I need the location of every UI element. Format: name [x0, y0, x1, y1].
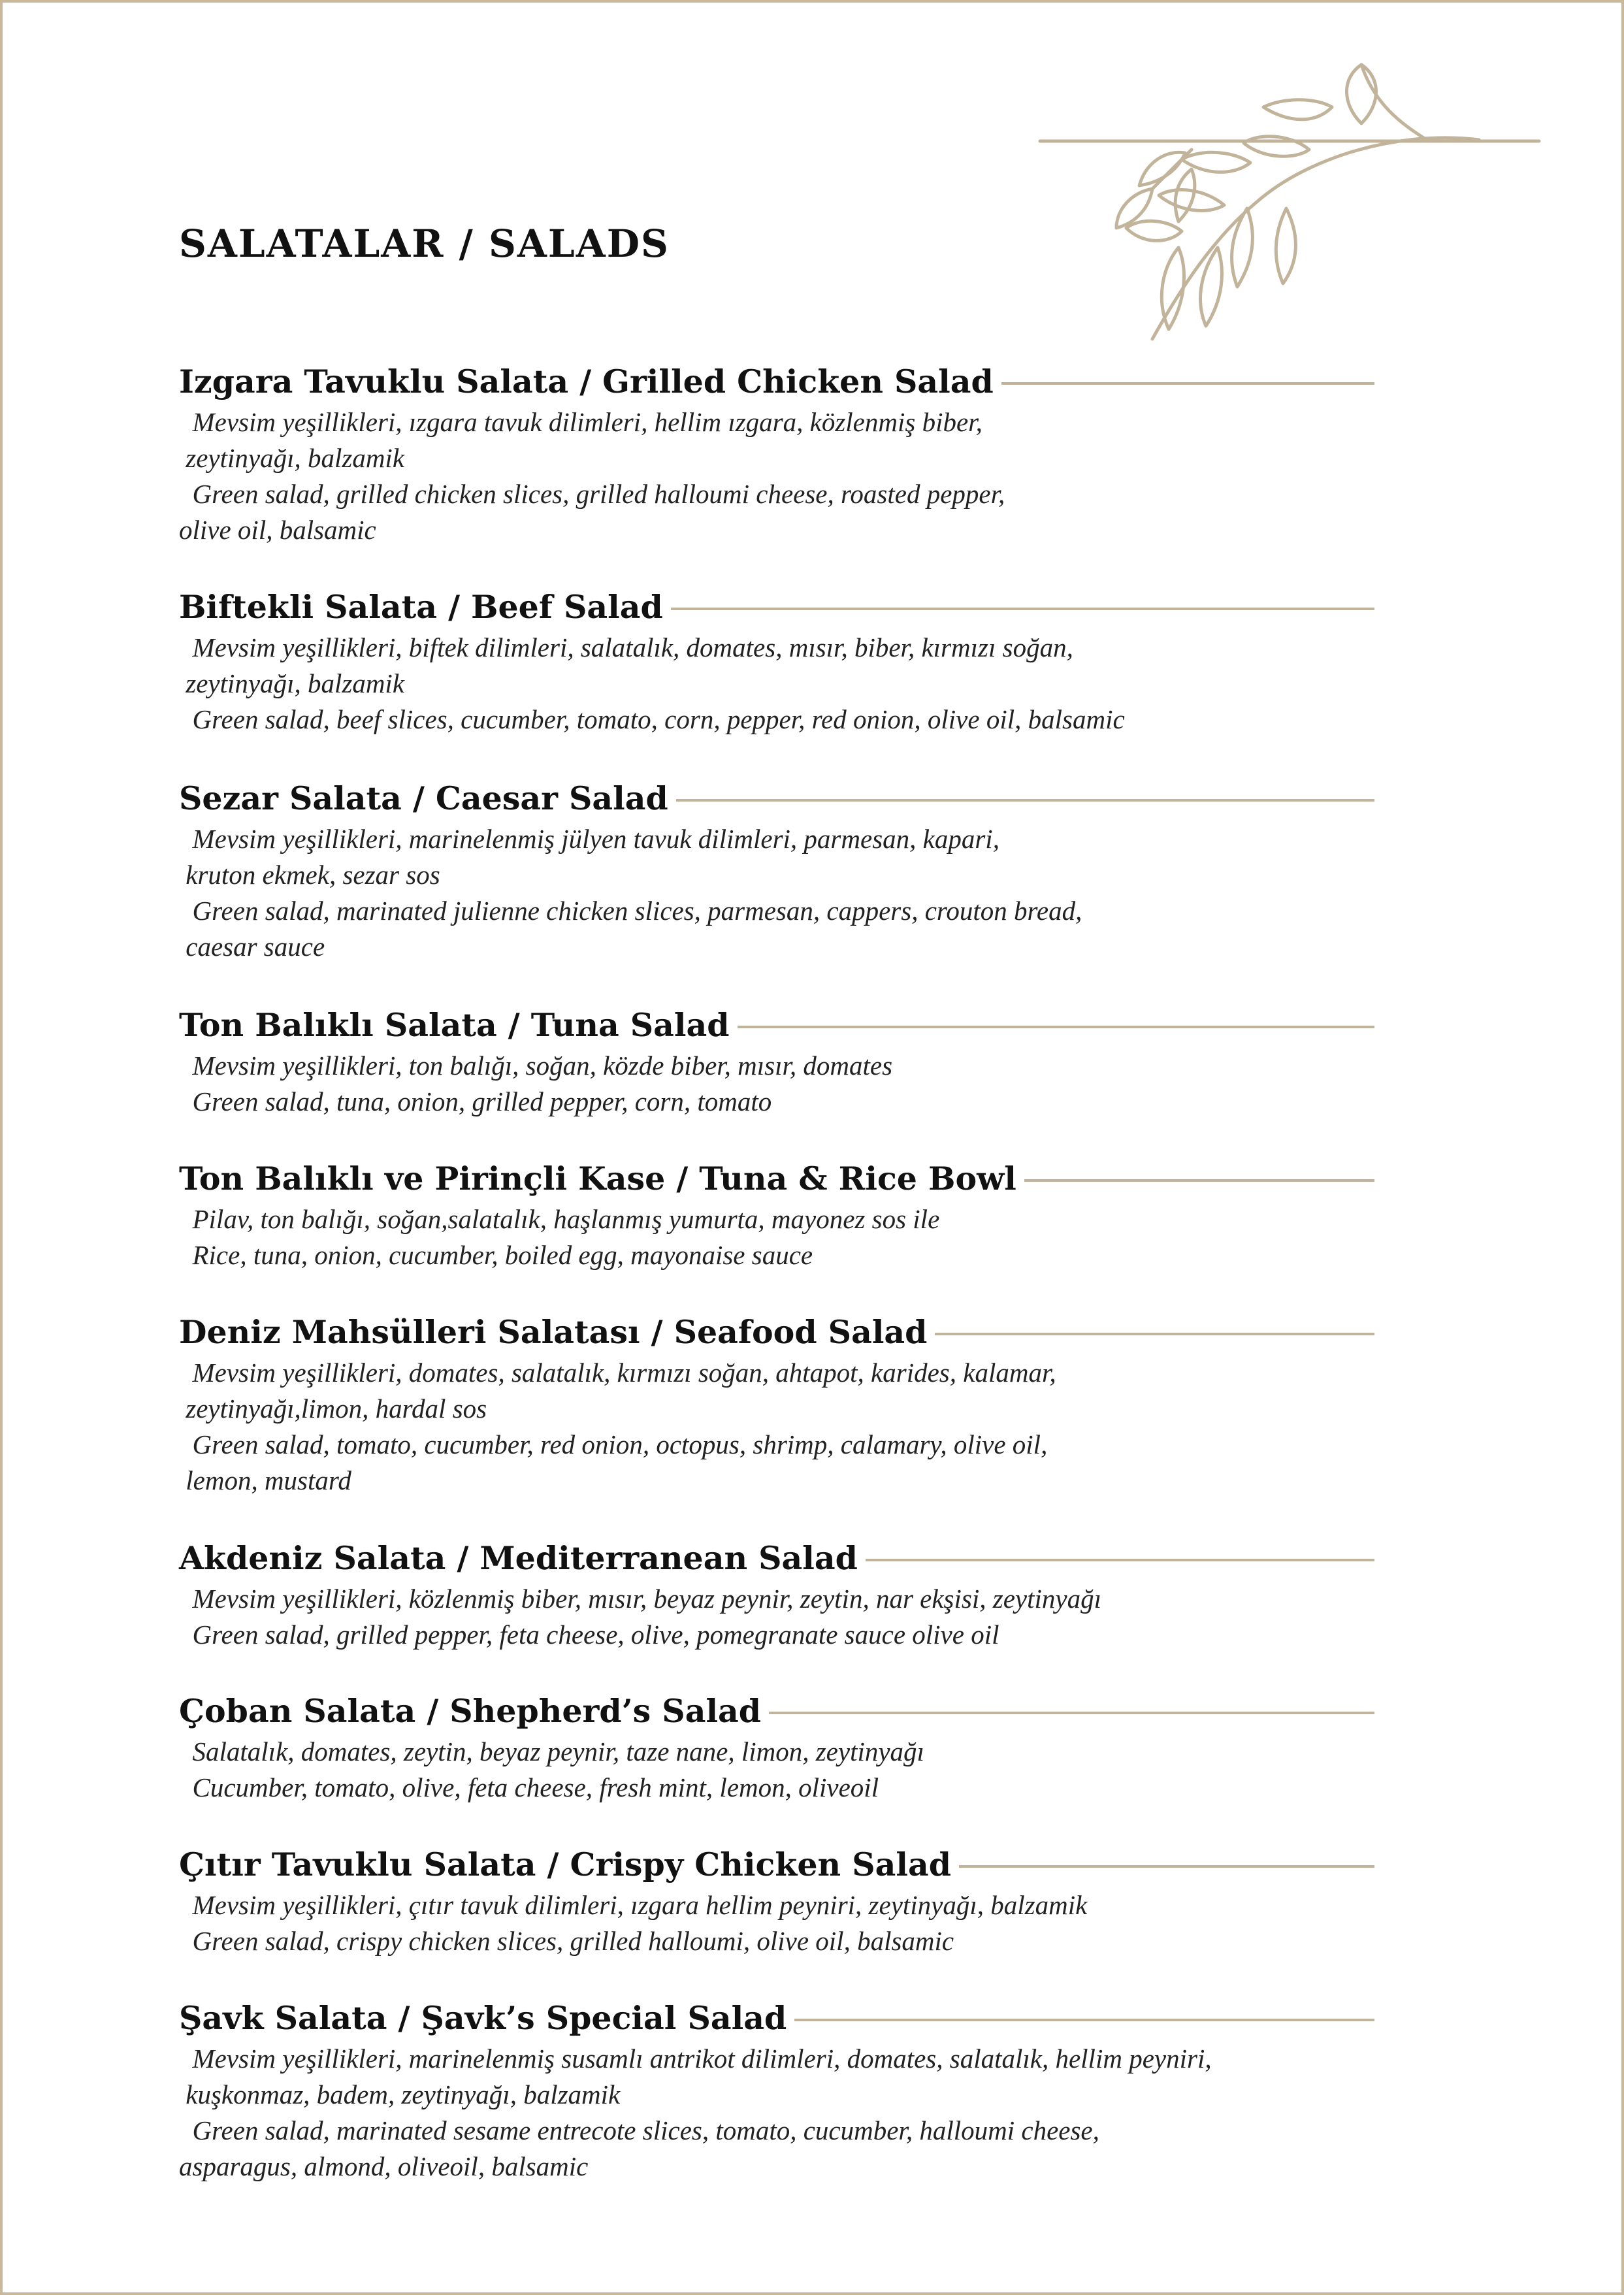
menu-item-mediterranean-salad	[179, 1535, 1374, 1653]
item-title: Deniz Mahsülleri Salatası / Seafood Salad	[179, 1313, 928, 1351]
item-description: Salatalık, domates, zeytin, beyaz peynir, taze nane, limon, zeytinyağı Cucumber, tomato, olive, feta cheese, fresh mint, lemon, oliveoil	[179, 1736, 924, 1802]
title-divider	[935, 1333, 1374, 1335]
title-divider	[676, 799, 1374, 802]
title-divider	[738, 1026, 1374, 1028]
title-divider	[671, 608, 1374, 610]
title-divider	[959, 1865, 1374, 1868]
menu-item-seafood-salad	[179, 1309, 1374, 1499]
item-description: Mevsim yeşillikleri, çıtır tavuk dilimleri, ızgara hellim peyniri, zeytinyağı, balzamik Green salad, crispy chicken slices, grilled halloumi, olive oil, balsamic	[179, 1890, 1088, 1956]
item-description: Pilav, ton balığı, soğan,salatalık, haşlanmış yumurta, mayonez sos ile Rice, tuna, onion, cucumber, boiled egg, mayonaise sauce	[179, 1204, 940, 1270]
title-divider	[1024, 1179, 1374, 1182]
item-title: Şavk Salata / Şavk’s Special Salad	[179, 1999, 787, 2037]
item-title: Ton Balıklı ve Pirinçli Kase / Tuna & Rice Bowl	[179, 1160, 1016, 1197]
item-title: Çıtır Tavuklu Salata / Crispy Chicken Salad	[179, 1846, 951, 1883]
item-title: Sezar Salata / Caesar Salad	[179, 779, 668, 817]
menu-item-beef-salad	[179, 584, 1374, 738]
title-divider	[794, 2019, 1374, 2021]
menu-item-grilled-chicken-salad	[179, 359, 1374, 548]
menu-item-crispy-chicken-salad	[179, 1842, 1374, 1959]
title-divider	[866, 1559, 1374, 1561]
item-title: Biftekli Salata / Beef Salad	[179, 588, 663, 626]
item-description: Mevsim yeşillikleri, ton balığı, soğan, közde biber, mısır, domates Green salad, tuna, onion, grilled pepper, corn, tomato	[179, 1050, 893, 1116]
item-description: Mevsim yeşillikleri, marinelenmiş susamlı antrikot dilimleri, domates, salatalık, hellim peyniri, kuşkonmaz, badem, zeytinyağı, balzamik Green salad, marinated sesame entrecote slices, tomato, cucumber, halloumi cheese, asparagus, almond, oliveoil, balsamic	[179, 2043, 1212, 2181]
menu-item-tuna-rice-bowl	[179, 1156, 1374, 1273]
item-title: Izgara Tavuklu Salata / Grilled Chicken Salad	[179, 363, 994, 400]
page-title: SALATALAR / SALADS	[179, 221, 670, 266]
item-description: Mevsim yeşillikleri, közlenmiş biber, mısır, beyaz peynir, zeytin, nar ekşisi, zeytinyağı Green salad, grilled pepper, feta cheese, olive, pomegranate sauce olive oil	[179, 1584, 1101, 1650]
title-divider	[1001, 382, 1374, 385]
item-description: Mevsim yeşillikleri, marinelenmiş jülyen tavuk dilimleri, parmesan, kapari, kruton ekmek, sezar sos Green salad, marinated julienne chicken slices, parmesan, cappers, crouton bread, caesar sauce	[179, 824, 1082, 962]
menu-item-caesar-salad	[179, 775, 1374, 965]
title-divider	[769, 1712, 1374, 1714]
menu-item-savk-special-salad	[179, 1995, 1374, 2185]
item-title: Ton Balıklı Salata / Tuna Salad	[179, 1006, 730, 1044]
item-title: Akdeniz Salata / Mediterranean Salad	[179, 1539, 858, 1577]
item-title: Çoban Salata / Shepherd’s Salad	[179, 1692, 762, 1730]
menu-item-shepherds-salad	[179, 1688, 1374, 1806]
menu-item-tuna-salad	[179, 1002, 1374, 1120]
item-description: Mevsim yeşillikleri, ızgara tavuk dilimleri, hellim ızgara, közlenmiş biber, zeytinyağı, balzamik Green salad, grilled chicken slices, grilled halloumi cheese, roasted pepper, olive oil, balsamic	[179, 407, 1005, 545]
olive-branch-icon	[1035, 52, 1544, 378]
item-description: Mevsim yeşillikleri, domates, salatalık, kırmızı soğan, ahtapot, karides, kalamar, zeytinyağı,limon, hardal sos Green salad, tomato, cucumber, red onion, octopus, shrimp, calamary, olive oil, lemon, mustard	[179, 1358, 1056, 1495]
item-description: Mevsim yeşillikleri, biftek dilimleri, salatalık, domates, mısır, biber, kırmızı soğan, zeytinyağı, balzamik Green salad, beef slices, cucumber, tomato, corn, pepper, red onion, olive oil, balsamic	[179, 632, 1125, 734]
